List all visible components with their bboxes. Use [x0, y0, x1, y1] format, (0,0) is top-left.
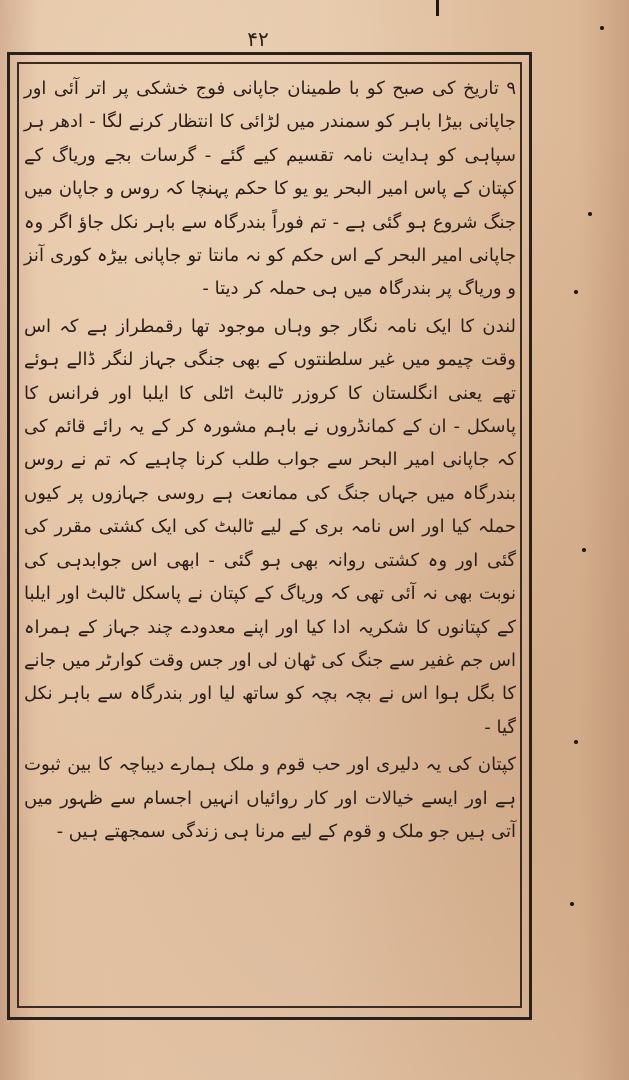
ink-speck — [570, 902, 574, 906]
ink-speck — [574, 740, 578, 744]
ink-speck — [582, 548, 586, 552]
paragraph-2: لندن کا ایک نامہ نگار جو وہاں موجود تھا رقمطراز ہے کہ اس وقت چیمو میں غیر سلطنتوں کے بھی جنگی جہاز لنگر ڈالے ہوئے تھے یعنی انگلستان کا کروزر ٹالبٹ اٹلی کا ایلبا اور فرانس کا پاسکل - ان کے کمانڈروں نے باہم مشورہ کر کے یہ رائے قائم کی کہ جاپانی امیر البحر سے جواب طلب کرنا چاہیے کہ تم نے روس بندرگاہ میں جہاں جنگ کی ممانعت ہے روسی جہازوں پر کیوں حملہ کیا اور اس نامہ بری کے لیے ٹالبٹ کی ایک کشتی مقرر کی گئی اور وہ کشتی روانہ بھی ہو گئی - ابھی اس جوابدہی کی نوبت بھی نہ آئی تھی کہ وریاگ کے کپتان نے پاسکل ٹالبٹ اور ایلبا کے کپتانوں کا شکریہ ادا کیا اور اپنے معدودے چند جہاز کے ہمراہ اس جم غفیر سے جنگ کی ٹھان لی اور جس وقت کوارٹر میں جانے کا بگل ہوا اس نے بچہ بچہ کو ساتھ لیا اور بندرگاہ سے باہر نکل گیا - — [24, 315, 516, 738]
ink-speck — [588, 212, 592, 216]
paragraph-3: کپتان کی یہ دلیری اور حب قوم و ملک ہمارے دیباچہ کا بین ثبوت ہے اور ایسے خیالات اور کار روائیاں انہیں اجسام سے ظہور میں آتی ہیں جو ملک و قوم کے لیے مرنا ہی زندگی سمجھتے ہیں - — [24, 754, 516, 842]
paragraph-1: ۹ تاریخ کی صبح کو با طمینان جاپانی فوج خشکی پر اتر آئی اور جاپانی بیڑا باہر کو سمندر میں لڑائی کا انتظار کرنے لگا - ادھر ہر سپاہی کو ہدایت نامہ تقسیم کیے گئے - گرسات بجے وریاگ کے کپتان کے پاس امیر البحر یو یو کا حکم پہنچا کہ روس و جاپان میں جنگ شروع ہو گئی ہے - تم فوراً بندرگاہ سے باہر نکل جاؤ اگر وہ جاپانی امیر البحر کے اس حکم کو نہ مانتا تو جاپانی بیڑہ کوری آنز و وریاگ پر بندرگاہ میں ہی حملہ کر دیتا - — [24, 78, 516, 300]
ink-speck — [600, 26, 604, 30]
ink-speck — [574, 290, 578, 294]
urdu-text-body — [24, 72, 516, 1002]
binding-thread-mark — [436, 0, 439, 16]
page-number: ۴۲ — [247, 27, 269, 51]
